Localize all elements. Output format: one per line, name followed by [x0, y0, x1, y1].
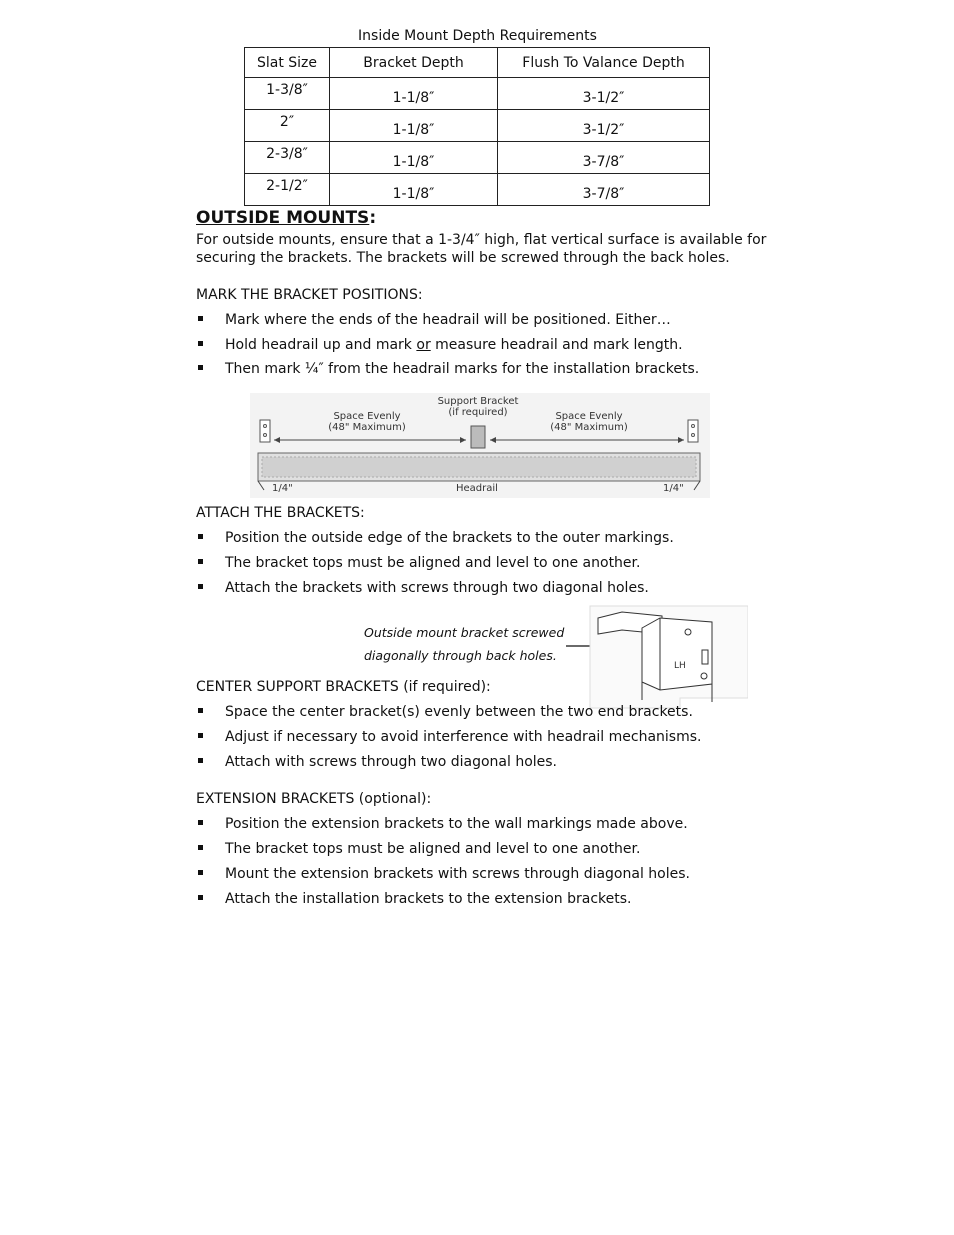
list-item — [196, 337, 756, 353]
cell-slat-size: 2″ — [245, 110, 330, 142]
bullet-icon — [198, 870, 203, 875]
table-caption: Inside Mount Depth Requirements — [358, 28, 597, 44]
bullet-icon — [198, 758, 203, 763]
list-item — [196, 729, 756, 745]
cell-flush-depth: 3-1/2″ — [498, 78, 710, 110]
list-item-text: Space the center bracket(s) evenly between the two end brackets. — [225, 704, 693, 720]
list-item-text: Position the extension brackets to the wall markings made above. — [225, 816, 688, 832]
space-left-line1: Space Evenly — [333, 411, 401, 422]
heading-colon: : — [369, 208, 377, 228]
list-item — [196, 704, 756, 720]
list-item — [196, 754, 756, 770]
cell-flush-depth: 3-7/8″ — [498, 142, 710, 174]
note-line2: diagonally through back holes. — [364, 648, 557, 663]
quarter-right-label: 1/4" — [663, 483, 684, 494]
bullet-icon — [198, 341, 203, 346]
cell-flush-depth: 3-7/8″ — [498, 174, 710, 206]
cell-slat-size: 2-1/2″ — [245, 174, 330, 206]
outside-intro-paragraph: For outside mounts, ensure that a 1-3/4″ high, flat vertical surface is available for securing the brackets. The brackets will be screwed through the back holes. — [196, 232, 767, 266]
depth-requirements-table — [244, 47, 710, 206]
cell-slat-size: 1-3/8″ — [245, 78, 330, 110]
cell-flush-depth: 3-1/2″ — [498, 110, 710, 142]
cell-slat-size: 2-3/8″ — [245, 142, 330, 174]
bracket-lh-label: LH — [674, 661, 686, 671]
center-support-title: CENTER SUPPORT BRACKETS (if required): — [196, 679, 491, 695]
list-item-text: Mount the extension brackets with screws through diagonal holes. — [225, 866, 690, 882]
quarter-left-label: 1/4" — [272, 483, 293, 494]
list-item-text: Attach the installation brackets to the extension brackets. — [225, 891, 632, 907]
header-slat-size: Slat Size — [245, 48, 330, 78]
bullet-icon — [198, 316, 203, 321]
list-item — [196, 361, 756, 377]
extension-brackets-title: EXTENSION BRACKETS (optional): — [196, 791, 432, 807]
list-item-text: Mark where the ends of the headrail will be positioned. Either… — [225, 312, 671, 328]
list-item — [196, 580, 756, 596]
right-bracket-icon — [688, 420, 698, 442]
support-bracket-label — [428, 396, 528, 418]
outside-mounts-heading — [196, 208, 376, 228]
space-right-line1: Space Evenly — [555, 411, 623, 422]
table-row — [245, 142, 710, 174]
bullet-icon — [198, 895, 203, 900]
support-bracket-icon — [471, 426, 485, 448]
header-flush-depth: Flush To Valance Depth — [498, 48, 710, 78]
list-item-text: Attach the brackets with screws through two diagonal holes. — [225, 580, 649, 596]
space-left-line2: (48" Maximum) — [328, 422, 406, 433]
headrail-label: Headrail — [456, 483, 498, 494]
list-item — [196, 555, 756, 571]
bullet-icon — [198, 365, 203, 370]
list-item — [196, 312, 756, 328]
space-right-line2: (48" Maximum) — [550, 422, 628, 433]
space-left-label — [322, 411, 412, 433]
bullet-icon — [198, 584, 203, 589]
left-bracket-icon — [260, 420, 270, 442]
bullet-icon — [198, 733, 203, 738]
outside-bracket-illustration — [562, 604, 748, 710]
list-item-text-post: measure headrail and mark length. — [430, 337, 683, 353]
bullet-icon — [198, 559, 203, 564]
bracket-note — [364, 621, 564, 667]
cell-bracket-depth: 1-1/8″ — [330, 142, 498, 174]
cell-bracket-depth: 1-1/8″ — [330, 174, 498, 206]
table-row — [245, 78, 710, 110]
heading-text: OUTSIDE MOUNTS — [196, 208, 370, 228]
table-header-row — [245, 48, 710, 78]
list-item-text-or: or — [416, 337, 431, 353]
list-item-text-pre: Hold headrail up and mark — [225, 337, 417, 353]
table-row — [245, 110, 710, 142]
list-item — [196, 816, 756, 832]
headrail-inner — [262, 457, 696, 477]
list-item-text: The bracket tops must be aligned and level to one another. — [225, 841, 641, 857]
table-row — [245, 174, 710, 206]
header-bracket-depth: Bracket Depth — [330, 48, 498, 78]
mark-positions-title: MARK THE BRACKET POSITIONS: — [196, 287, 423, 303]
bullet-icon — [198, 820, 203, 825]
list-item-text: Then mark ¼″ from the headrail marks for the installation brackets. — [225, 361, 700, 377]
bullet-icon — [198, 534, 203, 539]
note-line1: Outside mount bracket screwed — [364, 625, 565, 640]
cell-bracket-depth: 1-1/8″ — [330, 110, 498, 142]
list-item-text: Position the outside edge of the brackets to the outer markings. — [225, 530, 674, 546]
list-item — [196, 866, 756, 882]
list-item — [196, 841, 756, 857]
support-line2: (if required) — [448, 407, 508, 418]
list-item-text: Adjust if necessary to avoid interference with headrail mechanisms. — [225, 729, 702, 745]
bullet-icon — [198, 845, 203, 850]
space-right-label — [544, 411, 634, 433]
bullet-icon — [198, 708, 203, 713]
list-item — [196, 891, 756, 907]
list-item-text: Attach with screws through two diagonal holes. — [225, 754, 558, 770]
attach-brackets-title: ATTACH THE BRACKETS: — [196, 505, 365, 521]
cell-bracket-depth: 1-1/8″ — [330, 78, 498, 110]
list-item-text: The bracket tops must be aligned and level to one another. — [225, 555, 641, 571]
support-line1: Support Bracket — [437, 396, 519, 407]
list-item — [196, 530, 756, 546]
